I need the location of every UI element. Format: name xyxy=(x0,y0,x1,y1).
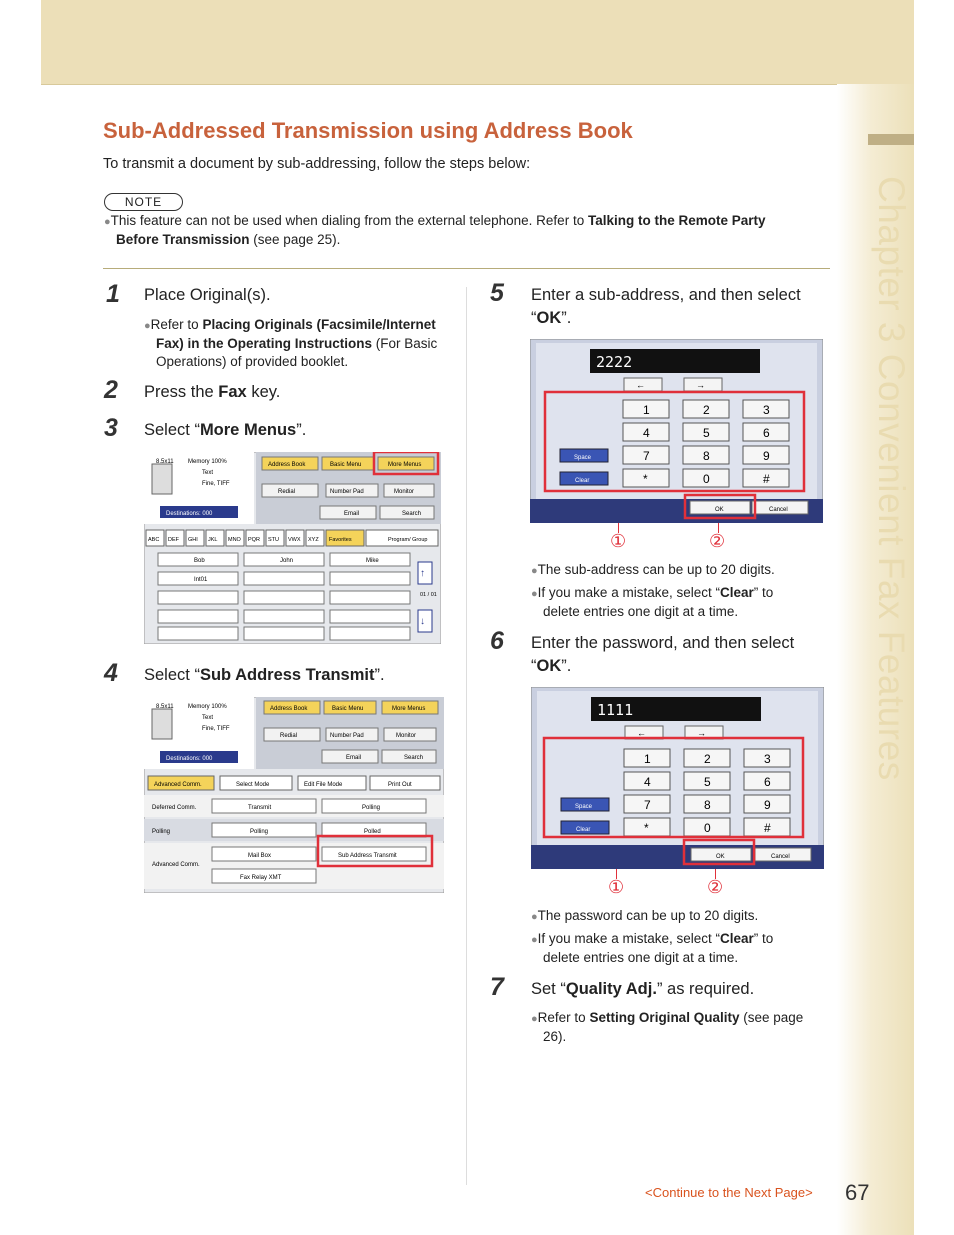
svg-text:ABC: ABC xyxy=(148,537,160,543)
svg-text:Space: Space xyxy=(574,455,592,461)
svg-text:6: 6 xyxy=(763,426,770,440)
svg-text:Basic Menu: Basic Menu xyxy=(330,462,362,468)
svg-text:1: 1 xyxy=(643,403,650,417)
screenshot-sub-address-keypad xyxy=(530,339,823,523)
step-text: Select “Sub Address Transmit”. xyxy=(144,666,385,684)
svg-text:Address Book: Address Book xyxy=(268,462,306,468)
svg-text:Advanced Comm.: Advanced Comm. xyxy=(154,782,202,788)
svg-text:Print Out: Print Out xyxy=(388,782,412,788)
svg-text:OK: OK xyxy=(716,854,725,860)
svg-text:1: 1 xyxy=(644,752,651,766)
step-text: Enter the password, and then select “OK”. xyxy=(531,634,795,675)
svg-text:8: 8 xyxy=(704,798,711,812)
svg-text:XYZ: XYZ xyxy=(308,537,319,543)
svg-text:5: 5 xyxy=(704,775,711,789)
svg-text:Destinations: 000: Destinations: 000 xyxy=(166,756,213,762)
svg-text:MNO: MNO xyxy=(228,537,241,543)
step-number: 4 xyxy=(104,659,118,687)
svg-text:→: → xyxy=(697,728,706,738)
svg-text:2222: 2222 xyxy=(596,353,633,371)
callout-2: ② xyxy=(709,531,726,551)
svg-text:Memory 100%: Memory 100% xyxy=(188,459,227,465)
svg-text:Monitor: Monitor xyxy=(394,489,415,495)
svg-text:Polling: Polling xyxy=(362,805,381,811)
svg-text:8.5x11: 8.5x11 xyxy=(156,704,174,710)
svg-text:Space: Space xyxy=(575,804,593,810)
svg-text:Number Pad: Number Pad xyxy=(330,733,364,739)
step-text: Set “Quality Adj.” as required. xyxy=(531,980,755,998)
svg-text:PQR: PQR xyxy=(248,537,260,543)
svg-text:Favorites: Favorites xyxy=(329,537,352,543)
svg-text:Clear: Clear xyxy=(575,478,590,484)
chapter-title: Chapter 3 Convenient Fax Features xyxy=(871,176,912,781)
svg-text:3: 3 xyxy=(764,752,771,766)
svg-text:Bob: Bob xyxy=(194,558,205,564)
header-band xyxy=(41,0,914,85)
svg-text:Cancel: Cancel xyxy=(769,507,788,513)
svg-text:Fax Relay XMT: Fax Relay XMT xyxy=(240,875,282,881)
divider xyxy=(103,268,830,269)
svg-text:*: * xyxy=(644,821,649,835)
step-bullet: ●Refer to Setting Original Quality (see page 26). xyxy=(531,1010,804,1044)
svg-text:More Menus: More Menus xyxy=(392,706,426,712)
step-text: Place Original(s). xyxy=(144,286,271,304)
svg-text:VWX: VWX xyxy=(288,537,301,543)
step-number: 2 xyxy=(104,376,118,404)
svg-text:5: 5 xyxy=(703,426,710,440)
svg-text:9: 9 xyxy=(764,798,771,812)
callout-2: ② xyxy=(707,877,724,897)
step-text: Press the Fax key. xyxy=(144,383,281,401)
svg-text:9: 9 xyxy=(763,449,770,463)
svg-text:Search: Search xyxy=(402,511,422,517)
svg-text:Basic Menu: Basic Menu xyxy=(332,706,364,712)
svg-text:Clear: Clear xyxy=(576,827,591,833)
step-number: 3 xyxy=(104,414,118,442)
svg-text:7: 7 xyxy=(643,449,650,463)
svg-text:Edit File Mode: Edit File Mode xyxy=(304,782,343,788)
svg-text:Transmit: Transmit xyxy=(248,805,272,811)
intro-text: To transmit a document by sub-addressing, follow the steps below: xyxy=(103,156,531,172)
svg-text:Fine, TIFF: Fine, TIFF xyxy=(202,726,230,732)
step-number: 1 xyxy=(106,280,120,308)
svg-text:Address Book: Address Book xyxy=(270,706,308,712)
svg-text:Select Mode: Select Mode xyxy=(236,782,270,788)
svg-text:Mike: Mike xyxy=(366,558,379,564)
svg-text:More Menus: More Menus xyxy=(388,462,422,468)
svg-text:Number Pad: Number Pad xyxy=(330,489,364,495)
svg-text:Destinations: 000: Destinations: 000 xyxy=(166,511,213,517)
svg-text:2: 2 xyxy=(704,752,711,766)
screenshot-more-menus xyxy=(144,697,444,893)
note-text: ●This feature can not be used when dialing from the external telephone. Refer to Talking to the Remote Party Before Transmission (see page 25). xyxy=(104,213,766,247)
svg-text:Redial: Redial xyxy=(280,733,298,739)
svg-text:John: John xyxy=(280,558,294,564)
step-text: Enter a sub-address, and then select “OK”. xyxy=(531,286,801,327)
svg-text:Int01: Int01 xyxy=(194,577,208,583)
svg-text:Program/ Group: Program/ Group xyxy=(388,537,428,543)
svg-text:Deferred Comm.: Deferred Comm. xyxy=(152,805,197,811)
svg-text:0: 0 xyxy=(704,821,711,835)
note-badge: NOTE xyxy=(104,193,183,211)
svg-text:8.5x11: 8.5x11 xyxy=(156,459,174,465)
svg-text:Email: Email xyxy=(346,755,362,761)
svg-text:→: → xyxy=(696,380,705,390)
screenshot-address-book xyxy=(144,452,441,644)
svg-text:8: 8 xyxy=(703,449,710,463)
step-number: 5 xyxy=(490,279,504,307)
step-bullet: ●If you make a mistake, select “Clear” to delete entries one digit at a time. xyxy=(531,931,774,965)
svg-text:OK: OK xyxy=(715,507,724,513)
step-bullet: ●The sub-address can be up to 20 digits. xyxy=(531,562,775,577)
svg-text:#: # xyxy=(764,821,771,835)
continue-link[interactable]: <Continue to the Next Page> xyxy=(645,1185,813,1200)
svg-text:Text: Text xyxy=(202,715,214,721)
svg-text:4: 4 xyxy=(643,426,650,440)
svg-text:Sub Address Transmit: Sub Address Transmit xyxy=(338,853,397,859)
svg-text:Advanced Comm.: Advanced Comm. xyxy=(152,862,200,868)
svg-text:7: 7 xyxy=(644,798,651,812)
svg-text:Polled: Polled xyxy=(364,829,381,835)
svg-text:#: # xyxy=(763,472,770,486)
svg-text:GHI: GHI xyxy=(188,537,198,543)
svg-text:JKL: JKL xyxy=(208,537,218,543)
section-title: Sub-Addressed Transmission using Address Book xyxy=(103,118,633,143)
svg-text:*: * xyxy=(643,472,648,486)
svg-text:Monitor: Monitor xyxy=(396,733,417,739)
svg-text:Redial: Redial xyxy=(278,489,296,495)
chapter-marker xyxy=(868,134,914,145)
step-bullet: ●Refer to Placing Originals (Facsimile/Internet Fax) in the Operating Instructions (For Basic Operations) of provided booklet. xyxy=(144,317,438,369)
svg-text:2: 2 xyxy=(703,403,710,417)
svg-text:Mail Box: Mail Box xyxy=(248,853,272,859)
svg-text:↑: ↑ xyxy=(420,568,425,579)
svg-text:Polling: Polling xyxy=(152,829,171,835)
svg-text:6: 6 xyxy=(764,775,771,789)
svg-text:Polling: Polling xyxy=(250,829,269,835)
callout-1: ① xyxy=(608,877,625,897)
svg-text:1111: 1111 xyxy=(597,701,634,719)
step-text: Select “More Menus”. xyxy=(144,421,307,439)
column-divider xyxy=(466,287,467,1185)
svg-text:DEF: DEF xyxy=(168,537,179,543)
svg-text:Search: Search xyxy=(404,755,424,761)
step-bullet: ●The password can be up to 20 digits. xyxy=(531,908,759,923)
svg-text:0: 0 xyxy=(703,472,710,486)
svg-text:3: 3 xyxy=(763,403,770,417)
svg-text:Text: Text xyxy=(202,470,214,476)
svg-text:←: ← xyxy=(637,728,646,738)
callout-1: ① xyxy=(610,531,627,551)
step-number: 6 xyxy=(490,627,504,655)
svg-text:Fine, TIFF: Fine, TIFF xyxy=(202,481,230,487)
svg-text:STU: STU xyxy=(268,537,279,543)
svg-text:Memory 100%: Memory 100% xyxy=(188,704,227,710)
page-number: 67 xyxy=(845,1180,870,1205)
step-number: 7 xyxy=(490,973,504,1001)
svg-text:Cancel: Cancel xyxy=(771,854,790,860)
svg-text:Email: Email xyxy=(344,511,360,517)
svg-text:01 / 01: 01 / 01 xyxy=(420,592,437,598)
svg-text:↓: ↓ xyxy=(420,616,425,627)
svg-text:←: ← xyxy=(636,380,645,390)
alpha-row xyxy=(146,530,438,546)
svg-text:4: 4 xyxy=(644,775,651,789)
step-bullet: ●If you make a mistake, select “Clear” to delete entries one digit at a time. xyxy=(531,585,774,619)
screenshot-password-keypad xyxy=(531,687,824,869)
